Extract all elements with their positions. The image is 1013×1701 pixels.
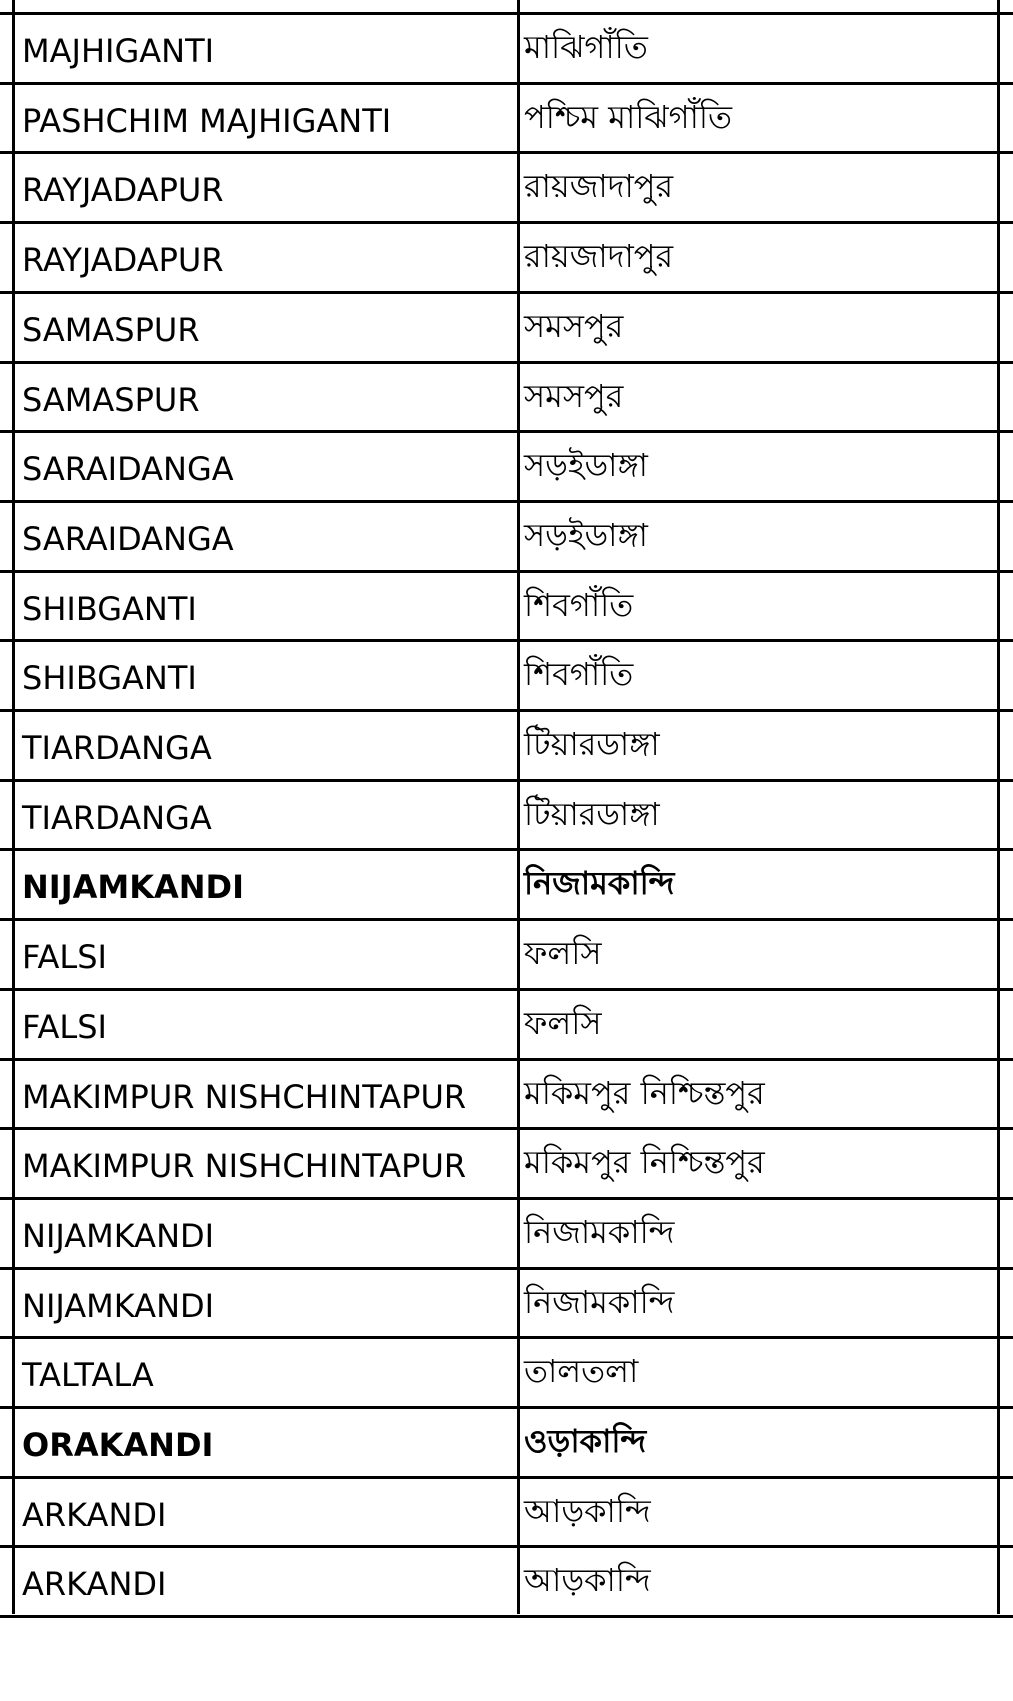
bengali-name-cell: মকিমপুর নিশ্চিন্তপুর [524,1073,765,1112]
bengali-name-cell: নিজামকান্দি [524,864,675,903]
table-row [0,13,1013,83]
table-row [0,1059,1013,1129]
table-row [0,431,1013,501]
bengali-name-cell: নিজামকান্দি [524,1282,675,1321]
bengali-name-cell: সমসপুর [524,306,624,345]
table-row [0,780,1013,850]
table-row [0,919,1013,989]
table-row [0,1337,1013,1407]
bengali-name-cell: মকিমপুর নিশ্চিন্তপুর [524,1143,765,1182]
english-name-cell: RAYJADAPUR [22,241,224,280]
bengali-name-cell: ওড়াকান্দি [524,1422,647,1460]
english-name-cell: SAMASPUR [22,310,200,349]
bengali-name-cell: সমসপুর [524,376,624,415]
bengali-name-cell: মাঝিগাঁতি [524,28,648,66]
bengali-name-cell: তালতলা [524,1352,639,1391]
table-row [0,710,1013,780]
bengali-name-cell: ফলসি [524,1003,602,1042]
bengali-name-cell: পশ্চিম মাঝিগাঁতি [524,97,733,136]
bengali-name-cell: শিবগাঁতি [524,655,634,694]
english-name-cell: MAKIMPUR NISHCHINTAPUR [22,1077,467,1116]
table-row [0,1546,1013,1616]
english-name-cell: SHIBGANTI [22,589,197,628]
table-row [0,501,1013,571]
table-row [0,152,1013,222]
english-name-cell: SARAIDANGA [22,519,234,558]
english-name-cell: SAMASPUR [22,380,200,419]
table-row [0,1198,1013,1268]
english-name-cell: NIJAMKANDI [22,868,245,907]
bengali-name-cell: টিয়ারডাঙ্গা [524,725,660,763]
bengali-name-cell: শিবগাঁতি [524,585,634,624]
table-row [0,1128,1013,1198]
table-row [0,640,1013,710]
english-name-cell: SARAIDANGA [22,450,234,489]
english-name-cell: PASHCHIM MAJHIGANTI [22,101,392,140]
bengali-name-cell: আড়কান্দি [524,1491,651,1530]
table-row [0,222,1013,292]
bengali-name-cell: আড়কান্দি [524,1561,651,1600]
table-row [0,1407,1013,1477]
english-name-cell: TIARDANGA [22,729,212,767]
english-name-cell: RAYJADAPUR [22,171,224,210]
row-divider [0,1615,1013,1618]
english-name-cell: ARKANDI [22,1565,167,1604]
table-row [0,1477,1013,1547]
bengali-name-cell: রায়জাদাপুর [524,237,674,276]
bengali-name-cell: টিয়ারডাঙ্গা [524,794,660,833]
table-row [0,571,1013,641]
english-name-cell: SHIBGANTI [22,659,197,698]
english-name-cell: ARKANDI [22,1495,167,1534]
english-name-cell: TALTALA [22,1356,154,1395]
bengali-name-cell: নিজামকান্দি [524,1212,675,1251]
english-name-cell: FALSI [22,938,107,977]
table-row [0,849,1013,919]
english-name-cell: ORAKANDI [22,1426,214,1464]
table-row [0,292,1013,362]
english-name-cell: MAKIMPUR NISHCHINTAPUR [22,1147,467,1186]
english-name-cell: NIJAMKANDI [22,1286,215,1325]
english-name-cell: NIJAMKANDI [22,1216,215,1255]
table-row [0,1268,1013,1338]
bengali-name-cell: সড়ইডাঙ্গা [524,446,648,485]
table-row [0,83,1013,153]
english-name-cell: TIARDANGA [22,798,212,837]
english-name-cell: MAJHIGANTI [22,32,215,70]
bengali-name-cell: ফলসি [524,934,602,973]
bengali-name-cell: সড়ইডাঙ্গা [524,515,648,554]
english-name-cell: FALSI [22,1007,107,1046]
bengali-name-cell: রায়জাদাপুর [524,167,674,206]
table-row [0,362,1013,432]
table-row [0,989,1013,1059]
